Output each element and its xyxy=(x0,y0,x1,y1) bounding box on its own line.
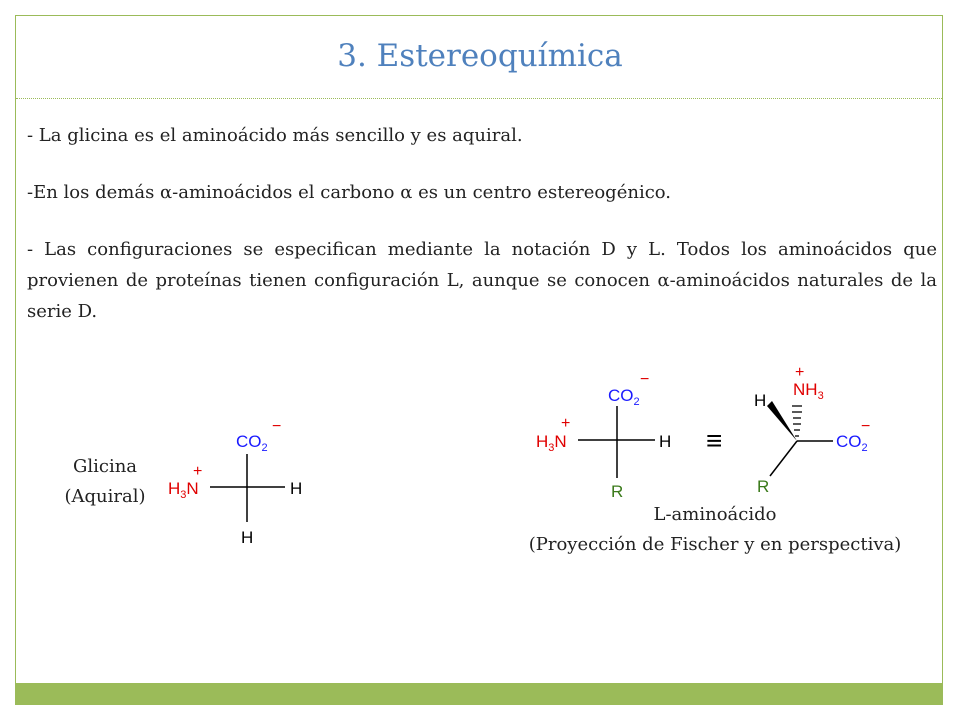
equivalence-sign: ≡ xyxy=(706,425,723,456)
bullet-1: - La glicina es el aminoácido más sencillo y es aquiral. xyxy=(27,125,523,146)
perspective-minus-charge: − xyxy=(861,418,871,435)
glycine-caption-note: (Aquiral) xyxy=(64,486,146,507)
glycine-carboxyl-label: $CO_2$ xyxy=(236,432,268,454)
l-aminoacid-caption-note: (Proyección de Fischer y en perspectiva) xyxy=(528,534,902,555)
glycine-caption-name: Glicina xyxy=(72,456,138,477)
perspective-wedge-bond xyxy=(767,401,797,441)
perspective-plus-charge: + xyxy=(795,364,805,381)
perspective-amino-label: $NH_3$ xyxy=(793,380,824,402)
fischer-minus-charge: − xyxy=(640,371,650,388)
fischer-carboxyl-label: $CO_2$ xyxy=(608,386,640,408)
bullet-2: -En los demás α-aminoácidos el carbono α es un centro estereogénico. xyxy=(27,182,672,203)
footer-bar xyxy=(16,683,942,705)
perspective-hashed-bond xyxy=(792,406,802,436)
glycine-plus-charge: + xyxy=(193,463,203,480)
perspective-carboxyl-label: $CO_2$ xyxy=(836,432,868,454)
fischer-amino-label: $H_3N$ xyxy=(536,432,567,454)
perspective-r-bond xyxy=(770,441,797,476)
perspective-h-label: H xyxy=(754,391,767,410)
glycine-minus-charge: − xyxy=(272,418,282,435)
fischer-plus-charge: + xyxy=(561,415,571,432)
perspective-r-label: R xyxy=(757,477,770,496)
glycine-amino-label: $H_3N$ xyxy=(168,479,199,501)
glycine-right-h: H xyxy=(290,479,303,498)
fischer-bottom-r: R xyxy=(611,482,624,501)
bullet-3: - Las configuraciones se especifican mediante la notación D y L. Todos los aminoácidos que provienen de proteínas tienen configuración L, aunque se conocen α-aminoácidos naturales de la serie D. xyxy=(27,239,937,322)
l-aminoacid-caption-name: L-aminoácido xyxy=(653,504,777,525)
glycine-bottom-h: H xyxy=(241,528,254,547)
fischer-right-h: H xyxy=(659,432,672,451)
slide-title: 3. Estereoquímica xyxy=(337,38,623,74)
